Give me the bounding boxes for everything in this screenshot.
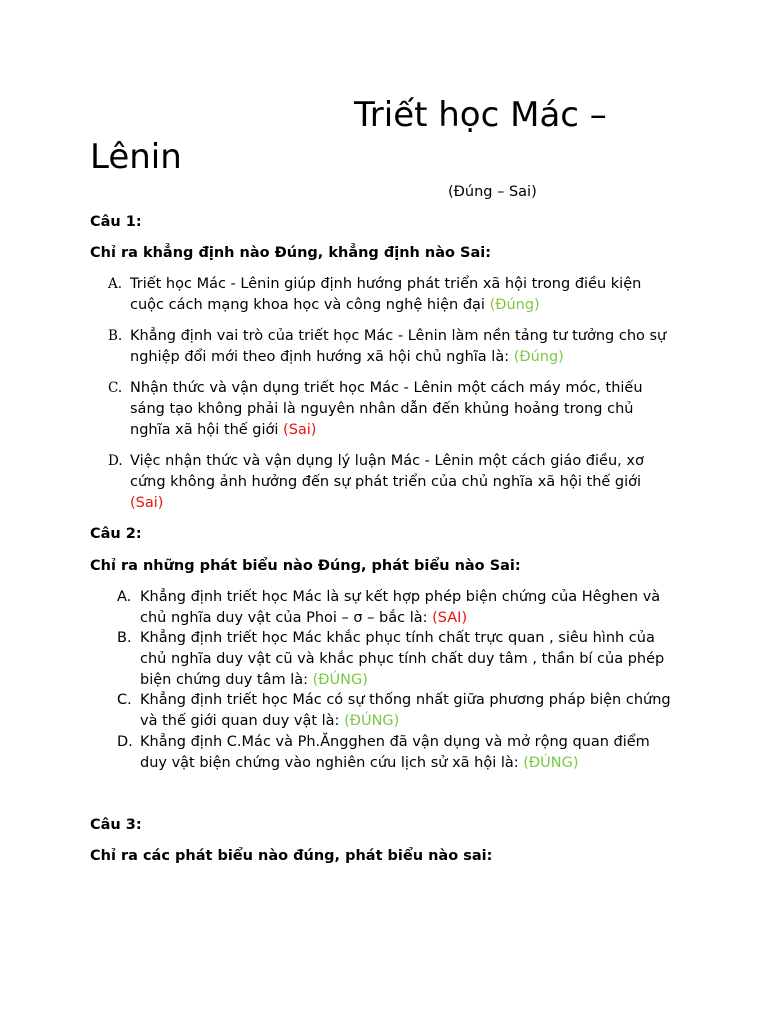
question-1-prompt: Chỉ ra khẳng định nào Đúng, khẳng định nào Sai: <box>90 245 492 261</box>
question-1-prompt-row <box>90 243 690 263</box>
answer-correct: (ĐÚNG) <box>312 672 368 688</box>
answer-correct: (ĐÚNG) <box>344 713 400 729</box>
option-text: Việc nhận thức và vận dụng lý luận Mác - Lênin một cách giáo điều, xơ cứng không ảnh hưởng đến sự phát triển của chủ nghĩa xã hội thế giới <box>130 453 644 490</box>
option-marker: B. <box>108 328 123 344</box>
question-3-prompt-row <box>90 846 690 866</box>
option-body <box>108 378 668 441</box>
question-1-header <box>90 212 690 232</box>
option-marker: C. <box>108 380 123 396</box>
option-body <box>117 732 677 774</box>
option-text: Khẳng định triết học Mác là sự kết hợp phép biện chứng của Hêghen và chủ nghĩa duy vật của Phoi – σ – bắc là: <box>140 589 661 626</box>
q2-option-b <box>117 628 677 691</box>
answer-correct: (Đúng) <box>513 349 564 365</box>
option-text: Khẳng định triết học Mác khắc phục tính chất trực quan , siêu hình của chủ nghĩa duy vật cũ và khắc phục tính chất duy tâm , thần bí của phép biện chứng duy tâm là: <box>140 630 665 688</box>
q2-option-c <box>117 690 677 732</box>
option-body <box>108 326 668 368</box>
document-subtitle: (Đúng – Sai) <box>448 184 537 200</box>
q2-option-a <box>117 587 677 629</box>
q1-option-a <box>108 274 668 316</box>
answer-incorrect: (Sai) <box>283 422 317 438</box>
q2-option-d <box>117 732 677 774</box>
option-text: Triết học Mác - Lênin giúp định hướng phát triển xã hội trong điều kiện cuộc cách mạng khoa học và công nghệ hiện đại <box>130 276 642 313</box>
q1-option-d <box>108 451 668 514</box>
answer-correct: (Đúng) <box>489 297 540 313</box>
q1-option-b <box>108 326 668 368</box>
question-3-header <box>90 815 690 835</box>
option-marker: C. <box>117 692 132 708</box>
answer-incorrect: (Sai) <box>130 495 164 511</box>
option-text: Nhận thức và vận dụng triết học Mác - Lênin một cách máy móc, thiếu sáng tạo không phải là nguyên nhân dẫn đến khủng hoảng trong chủ nghĩa xã hội thế giới <box>130 380 643 438</box>
question-2-label: Câu 2: <box>90 526 142 542</box>
answer-correct: (ĐÚNG) <box>523 755 579 771</box>
question-3-label: Câu 3: <box>90 817 142 833</box>
option-body <box>108 274 668 316</box>
option-marker: B. <box>117 630 132 646</box>
option-text: Khẳng định C.Mác và Ph.Ăngghen đã vận dụng và mở rộng quan điểm duy vật biện chứng vào nghiên cứu lịch sử xã hội là: <box>140 734 650 771</box>
answer-incorrect: (SAI) <box>432 610 468 626</box>
question-2-header <box>90 524 690 544</box>
question-3-prompt: Chỉ ra các phát biểu nào đúng, phát biểu nào sai: <box>90 848 493 864</box>
option-marker: A. <box>117 589 132 605</box>
q1-option-c <box>108 378 668 441</box>
option-body <box>117 628 677 691</box>
question-2-prompt-row <box>90 556 690 576</box>
document-title: Triết học Mác – Lênin <box>90 95 607 177</box>
option-body <box>108 451 668 514</box>
option-marker: D. <box>108 453 123 469</box>
option-body <box>117 690 677 732</box>
option-text: Khẳng định vai trò của triết học Mác - Lênin làm nền tảng tư tưởng cho sự nghiệp đổi mới theo định hướng xã hội chủ nghĩa là: <box>130 328 667 365</box>
option-marker: D. <box>117 734 133 750</box>
option-body <box>117 587 677 629</box>
option-marker: A. <box>108 276 123 292</box>
question-2-prompt: Chỉ ra những phát biểu nào Đúng, phát biểu nào Sai: <box>90 558 521 574</box>
option-text: Khẳng định triết học Mác có sự thống nhất giữa phương pháp biện chứng và thế giới quan duy vật là: <box>140 692 671 729</box>
question-1-label: Câu 1: <box>90 214 142 230</box>
